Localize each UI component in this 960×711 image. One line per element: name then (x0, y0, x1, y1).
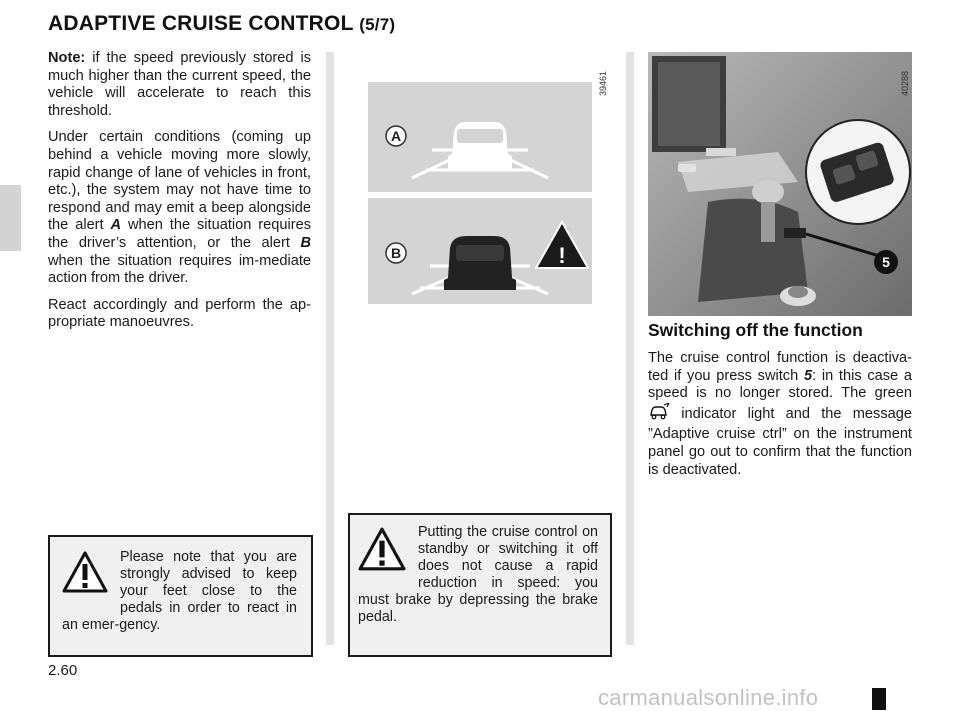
switch-ref: 5 (803, 367, 813, 384)
alert-figure (340, 52, 620, 314)
conditions-paragraph (48, 129, 311, 287)
warning-box-pedals (48, 535, 313, 657)
column-divider-2 (626, 52, 634, 645)
switch-off-text-c: indicator light and the message ”Adaptive cruise ctrl” on the instrument panel go out to confirm that the function is deactivated. (648, 405, 912, 478)
console-illustration (648, 52, 912, 316)
warning-text-standby: Putting the cruise control on standby or switching it off does not cause a rapid reduction in speed: you must brake by depressing the brake pedal. (358, 524, 598, 625)
switch-off-text-b: : in this case a speed is no longer stored. The green (648, 367, 912, 402)
page-title-part: (5/7) (359, 15, 396, 34)
alert-b-ref: B (300, 234, 311, 251)
corner-mark (872, 688, 886, 710)
figure1-code: 39461 (598, 70, 608, 96)
warning-text-pedals: Please note that you are strongly advised to keep your feet close to the pedals in order to react in an emer-gency. (62, 549, 297, 633)
alert-a-ref: A (110, 217, 122, 234)
conditions-text-b: when the situation requires the driver’s attention, or the alert (48, 217, 311, 251)
chapter-tab (0, 185, 21, 251)
label-b: B (390, 245, 402, 261)
column-right (648, 350, 912, 488)
note-lead: Note: (48, 50, 86, 66)
gear-knob (752, 180, 784, 204)
page-title-text: ADAPTIVE CRUISE CONTROL (48, 12, 354, 35)
page-title (48, 12, 395, 36)
switch-location (784, 228, 806, 238)
react-paragraph: React accordingly and perform the ap-propriate manoeuvres. (48, 296, 311, 331)
section-heading: Switching off the function (648, 320, 863, 340)
switch-figure (648, 52, 912, 316)
warning-glyph: ! (558, 243, 566, 268)
warning-box-standby (348, 513, 612, 657)
callout-5: 5 (882, 254, 890, 270)
warning-triangle-icon (358, 526, 406, 577)
column-divider-1 (326, 52, 334, 645)
adaptive-cruise-indicator-icon (648, 403, 670, 427)
label-a: A (390, 128, 402, 144)
page-number: 2.60 (48, 662, 78, 679)
conditions-text-a: Under certain conditions (coming up behind a vehicle moving more slowly, rapid change of lane of vehicles in front, etc.), the system may not have time to respond and may emit a beep alongside the alert (48, 129, 311, 234)
figure2-code: 40288 (900, 70, 910, 96)
note-paragraph (48, 50, 311, 120)
watermark: carmanualsonline.info (598, 685, 819, 710)
alert-illustration (340, 52, 620, 314)
column-left (48, 50, 311, 341)
switch-off-text-a: The cruise control function is deactiva-ted if you press switch (648, 350, 912, 384)
note-text: if the speed previously stored is much higher than the current speed, the vehicle will accelerate to reach this threshold. (48, 50, 311, 119)
switch-off-paragraph (648, 350, 912, 479)
warning-triangle-icon (62, 551, 108, 598)
conditions-text-c: when the situation requires im-mediate action from the driver. (48, 252, 311, 287)
